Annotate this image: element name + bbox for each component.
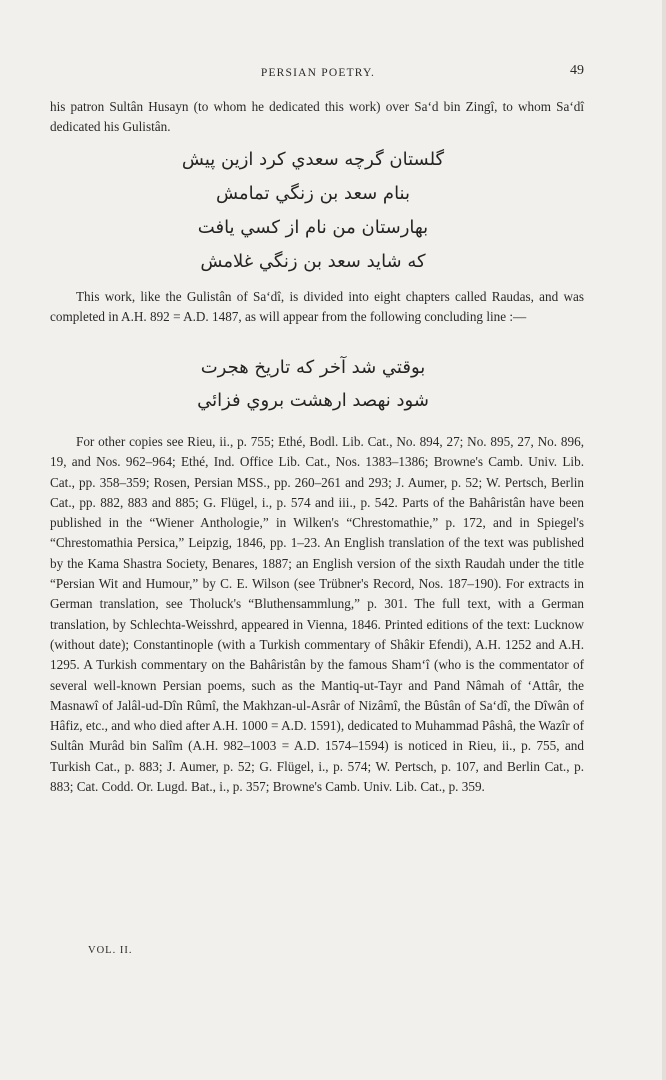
opening-paragraph [50, 97, 584, 138]
verse-line: بنام سعد بن زنگي تمامش [215, 183, 411, 204]
bibliography-paragraph-text: For other copies see Rieu, ii., p. 755; Ethé, Bodl. Lib. Cat., No. 894, 27; No. 895, 27, No. 896, 19, and Nos. 962–964; Ethé, Ind. Office Lib. Cat., Nos. 1383–1386; Browne's Camb. Univ. Lib. Cat., pp. 358–359; Rosen, Persian MSS., pp. 260–261 and 293; J. Aumer, p. 52; W. Pertsch, Berlin Cat., pp. 882, 883 and 885; G. Flügel, i., p. 574 and iii., p. 542. Parts of the Bahâristân have been published in the “Wiener Anthologie,” in Wilken's “Chrestomathie,” p. 172, and in Spiegel's “Chrestomathia Persica,” Leipzig, 1846, pp. 1–23. An English translation of the text was published by the Kama Shastra Society, Benares, 1887; an English version of the sixth Raudah under the title “Persian Wit and Humour,” by C. E. Wilson (see Trübner's Record, Nos. 187–190). For extracts in German translation, see Tholuck's “Bluthensammlung,” p. 301. The full text, with a German translation, by Schlechta-Weisshrd, appeared in Vienna, 1846. Printed editions of the text: Lucknow (without date); Constantinople (with a Turkish commentary of Shâkir Efendi), A.H. 1252 and A.H. 1295. A Turkish commentary on the Bahâristân by the famous Sham‘î (who is the commentator of several well-known Persian poems, such as the Mantiq-ut-Tayr and Pand Nâmah of ‘Attâr, the Masnawî of Jalâl-ud-Dîn Rûmî, the Makhzan-ul-Asrâr of Nizâmî, the Bûstân of Sa‘dî, the Dîwân of Hâfiz, etc., and who died after A.H. 1000 = A.D. 1591), dedicated to Muhammad Pâshâ, the Wazîr of Sultân Murâd bin Salîm (A.H. 982–1003 = A.D. 1574–1594) is noticed in Rieu, ii., p. 755, and Turkish Cat., p. 883; J. Aumer, p. 52; G. Flügel, i., p. 574; W. Pertsch, p. 107, and Berlin Cat., p. 883; Cat. Codd. Or. Lugd. Bat., i., p. 357; Browne's Camb. Univ. Lib. Cat., p. 359. [50, 434, 584, 795]
opening-paragraph-text: his patron Sultân Husayn (to whom he dedicated this work) over Sa‘d bin Zingî, to whom Sa‘dî dedicated his Gulistân. [50, 99, 584, 135]
persian-verse-block-2 [178, 351, 448, 417]
description-paragraph [50, 287, 584, 328]
verse-line: بوقتي شد آخر كه تاريخ هجرت [200, 357, 426, 378]
page-number: 49 [570, 63, 584, 78]
bibliography-paragraph [50, 432, 584, 797]
page-header [52, 62, 584, 82]
persian-verse-block-1 [178, 143, 448, 279]
verse-line: گلستان گرچه سعدي كرد ازين پيش [181, 149, 445, 170]
verse-line: شود نهصد ارهشت بروي فزائي [197, 390, 429, 411]
signature-mark: VOL. II. [88, 945, 133, 956]
description-paragraph-text: This work, like the Gulistân of Sa‘dî, is divided into eight chapters called Raudas, and was completed in A.H. 892 = A.D. 1487, as will appear from the following concluding line :— [50, 289, 584, 325]
verse-line: كه شايد سعد بن زنگي غلامش [200, 251, 426, 272]
running-head: PERSIAN POETRY. [260, 67, 376, 79]
page-edge [662, 0, 666, 1080]
verse-line: بهارستان من نام از كسي يافت [197, 217, 429, 238]
